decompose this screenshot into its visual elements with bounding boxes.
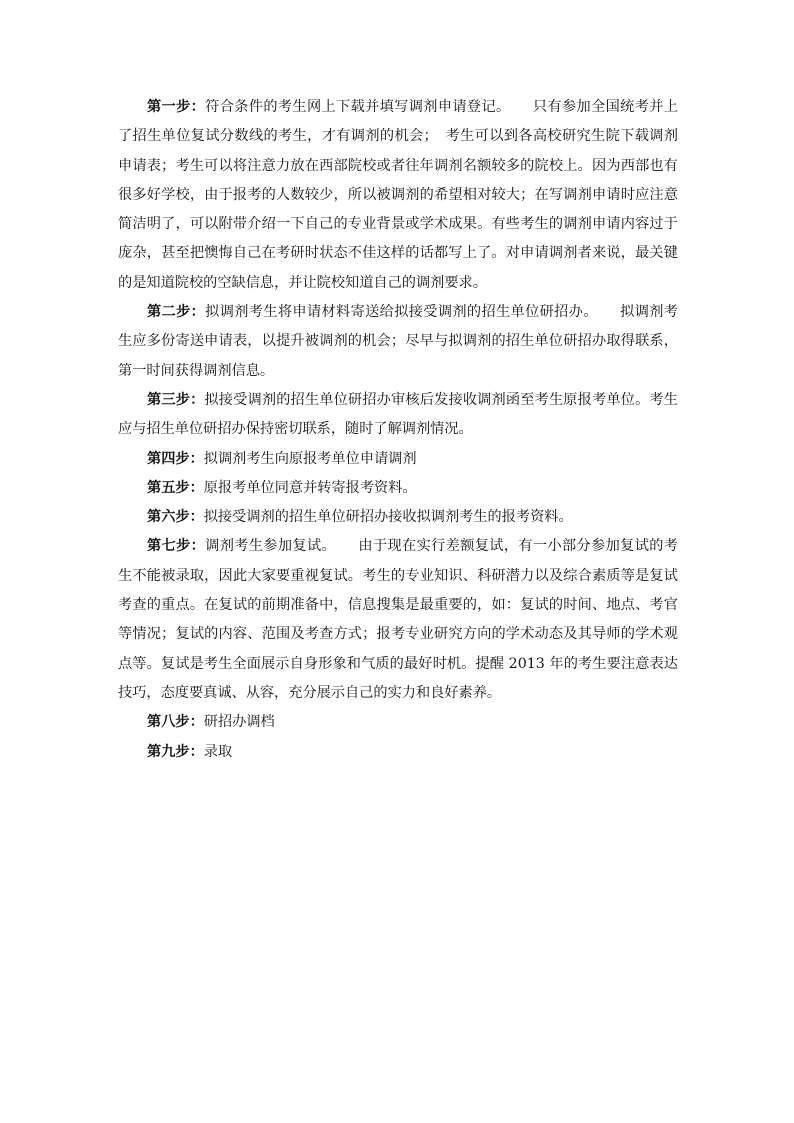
step-3-lead: 拟接受调剂的招生单位研招办审核后发接收调剂函至考生原报考单位。考生应与招生单位研招办保持密切联系，随时了解调剂情况。 — [118, 391, 678, 438]
step-2-body: 拟调剂考生应多份寄送申请表，以提升被调剂的机会；尽早与拟调剂的招生单位研招办取得联系，第一时间获得调剂信息。 — [118, 304, 678, 379]
step-7-title: 第七步： — [147, 538, 206, 555]
step-3-paragraph — [118, 386, 678, 445]
step-6-paragraph — [118, 503, 678, 532]
step-8-lead: 研招办调档 — [203, 714, 275, 731]
step-1-title: 第一步： — [147, 99, 206, 115]
step-9-title: 第九步： — [147, 743, 204, 760]
step-6-title: 第六步： — [147, 509, 204, 526]
step-9-lead: 录取 — [203, 743, 233, 760]
step-5-lead: 原报考单位同意并转寄报考资料。 — [203, 479, 417, 496]
step-2-paragraph — [118, 298, 678, 386]
step-5-paragraph — [118, 474, 678, 503]
step-2-lead: 拟调剂考生将申请材料寄送给拟接受调剂的招生单位研招办。 — [205, 304, 598, 321]
step-1-paragraph — [118, 93, 678, 298]
step-8-title: 第八步： — [147, 714, 204, 731]
step-8-paragraph — [118, 708, 678, 737]
step-2-title: 第二步： — [147, 304, 206, 321]
step-1-lead: 符合条件的考生网上下载并填写调剂申请登记。 — [205, 99, 511, 115]
step-7-body: 由于现在实行差额复试，有一小部分参加复试的考生不能被录取，因此大家要重视复试。考生的专业知识、科研潜力以及综合素质等是复试考查的重点。在复试的前期准备中，信息搜集是最重要的，如：复试的时间、地点、考官等情况；复试的内容、范围及考查方式；报考专业研究方向的学术动态及其导师的学术观点等。复试是考生全面展示自身形象和气质的最好时机。提醒 2013 年的考生要注意表达技巧，态度要真诚、从容，充分展示自己的实力和良好素养。 — [118, 538, 678, 701]
step-1-body: 只有参加全国统考并上了招生单位复试分数线的考生，才有调剂的机会； 考生可以到各高校研究生院下载调剂申请表；考生可以将注意力放在西部院校或者往年调剂名额较多的院校上。因为西部也有很多好学校，由于报考的人数较少，所以被调剂的希望相对较大；在写调剂申请时应注意简洁明了，可以附带介绍一下自己的专业背景或学术成果。有些考生的调剂申请内容过于庞杂，甚至把懊悔自己在考研时状态不佳这样的话都写上了。对申请调剂者来说，最关键的是知道院校的空缺信息，并让院校知道自己的调剂要求。 — [118, 99, 678, 291]
step-5-title: 第五步： — [147, 479, 204, 496]
step-6-lead: 拟接受调剂的招生单位研招办接收拟调剂考生的报考资料。 — [203, 509, 573, 526]
step-3-title: 第三步： — [147, 391, 205, 408]
step-4-lead: 拟调剂考生向原报考单位申请调剂 — [203, 450, 417, 467]
document-page — [118, 93, 678, 767]
step-9-paragraph — [118, 738, 678, 767]
step-7-paragraph — [118, 532, 678, 708]
step-7-lead: 调剂考生参加复试。 — [205, 538, 337, 555]
step-4-paragraph — [118, 445, 678, 474]
step-4-title: 第四步： — [147, 450, 204, 467]
